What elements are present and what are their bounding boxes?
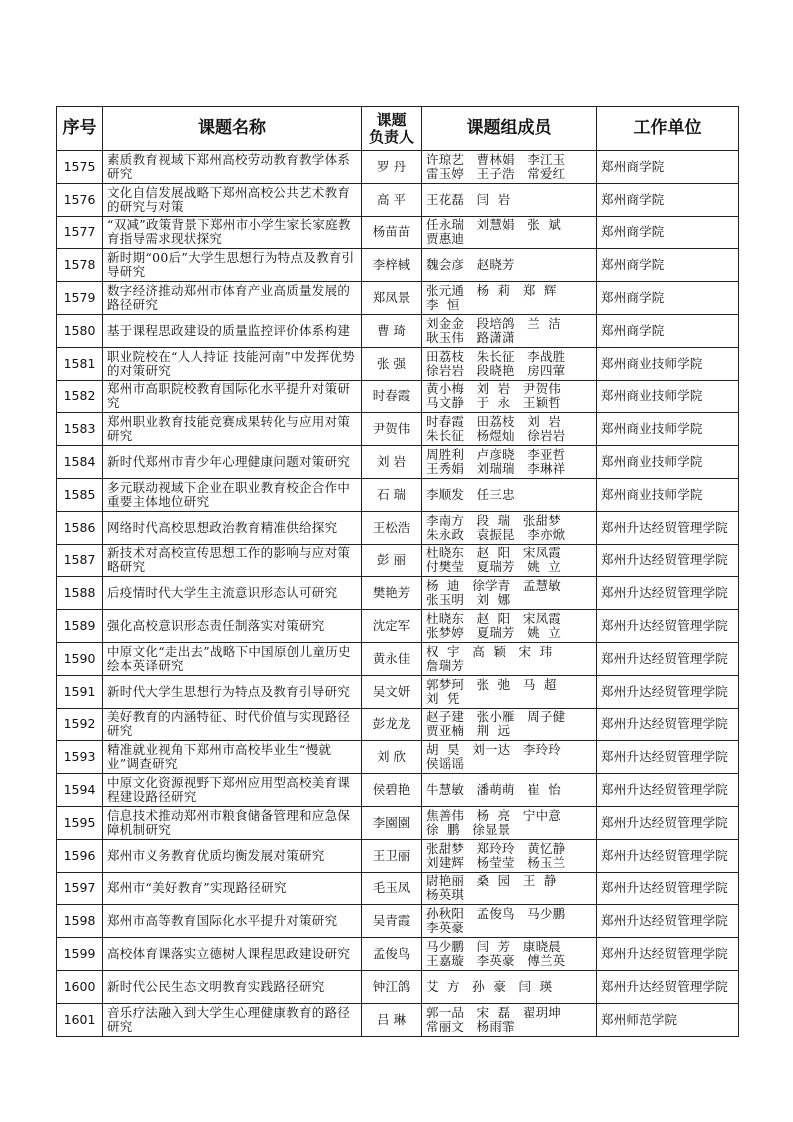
members-cell: 焦善伟 杨 亮 宁中意 徐 鹏 徐显景: [422, 806, 597, 839]
leader-cell: 彭龙龙: [362, 708, 422, 741]
seq-cell: 1593: [57, 741, 103, 774]
table-row: [57, 970, 739, 1003]
table-row: [57, 741, 739, 774]
project-title-cell: 高校体育课落实立德树人课程思政建设研究: [103, 938, 362, 971]
leader-cell: 高 平: [362, 183, 422, 216]
members-cell: 许琼艺 曹林娟 李江玉 雷玉婷 王子浩 常爱红: [422, 151, 597, 184]
leader-cell: 石 瑞: [362, 478, 422, 511]
seq-cell: 1578: [57, 249, 103, 282]
project-title-cell: 数字经济推动郑州市体育产业高质量发展的路径研究: [103, 282, 362, 315]
project-title-cell: 文化自信发展战略下郑州高校公共艺术教育的研究与对策: [103, 183, 362, 216]
table-row: [57, 282, 739, 315]
table-row: [57, 151, 739, 184]
leader-cell: 罗 丹: [362, 151, 422, 184]
members-cell: 任永瑞 刘慧娟 张 斌 贾惠迪: [422, 216, 597, 249]
seq-cell: 1598: [57, 905, 103, 938]
table-body: [57, 151, 739, 1037]
unit-cell: 郑州升达经贸管理学院: [597, 839, 739, 872]
seq-cell: 1585: [57, 478, 103, 511]
unit-cell: 郑州商业技师学院: [597, 380, 739, 413]
table-row: [57, 577, 739, 610]
unit-cell: 郑州升达经贸管理学院: [597, 544, 739, 577]
unit-cell: 郑州商学院: [597, 314, 739, 347]
leader-cell: 王松浩: [362, 511, 422, 544]
unit-cell: 郑州升达经贸管理学院: [597, 610, 739, 643]
seq-cell: 1599: [57, 938, 103, 971]
unit-cell: 郑州商业技师学院: [597, 478, 739, 511]
leader-cell: 吕 琳: [362, 1003, 422, 1036]
seq-cell: 1597: [57, 872, 103, 905]
unit-cell: 郑州商学院: [597, 216, 739, 249]
seq-cell: 1584: [57, 446, 103, 479]
table-row: [57, 183, 739, 216]
seq-cell: 1595: [57, 806, 103, 839]
leader-cell: 孟俊鸟: [362, 938, 422, 971]
seq-cell: 1576: [57, 183, 103, 216]
unit-cell: 郑州商学院: [597, 282, 739, 315]
project-title-cell: 基于课程思政建设的质量监控评价体系构建: [103, 314, 362, 347]
leader-cell: 李梓棫: [362, 249, 422, 282]
table-row: [57, 708, 739, 741]
members-cell: 郭一品 宋 磊 翟玥坤 常丽文 杨雨霏: [422, 1003, 597, 1036]
members-cell: 马少鹏 闫 芳 康晓晨 王嘉璇 李英豪 傅兰英: [422, 938, 597, 971]
table-row: [57, 1003, 739, 1036]
project-title-cell: 郑州市高等教育国际化水平提升对策研究: [103, 905, 362, 938]
seq-cell: 1583: [57, 413, 103, 446]
table-row: [57, 675, 739, 708]
seq-cell: 1580: [57, 314, 103, 347]
table-row: [57, 249, 739, 282]
project-title-cell: 素质教育视域下郑州高校劳动教育教学体系研究: [103, 151, 362, 184]
project-title-cell: “双减”政策背景下郑州市小学生家长家庭教育指导需求现状探究: [103, 216, 362, 249]
project-title-cell: 新技术对高校宣传思想工作的影响与应对策略研究: [103, 544, 362, 577]
seq-cell: 1589: [57, 610, 103, 643]
table-row: [57, 446, 739, 479]
seq-cell: 1575: [57, 151, 103, 184]
leader-cell: 吴青霞: [362, 905, 422, 938]
unit-cell: 郑州商业技师学院: [597, 413, 739, 446]
table-row: [57, 347, 739, 380]
members-cell: 刘金金 段培鸽 兰 洁 耿玉伟 路潇潇: [422, 314, 597, 347]
table-row: [57, 806, 739, 839]
header-seq: 序号: [57, 107, 103, 151]
leader-cell: 时春霞: [362, 380, 422, 413]
seq-cell: 1582: [57, 380, 103, 413]
seq-cell: 1600: [57, 970, 103, 1003]
table-row: [57, 511, 739, 544]
members-cell: 胡 昊 刘一达 李玲玲 侯谣谣: [422, 741, 597, 774]
seq-cell: 1588: [57, 577, 103, 610]
project-title-cell: 郑州市“美好教育”实现路径研究: [103, 872, 362, 905]
project-title-cell: 新时代大学生思想行为特点及教育引导研究: [103, 675, 362, 708]
table-row: [57, 872, 739, 905]
members-cell: 杜晓东 赵 阳 宋凤霞 付樊莹 夏瑞芳 姚 立: [422, 544, 597, 577]
project-title-cell: 音乐疗法融入到大学生心理健康教育的路径研究: [103, 1003, 362, 1036]
leader-cell: 曹 琦: [362, 314, 422, 347]
unit-cell: 郑州升达经贸管理学院: [597, 970, 739, 1003]
members-cell: 李顺发 任三忠: [422, 478, 597, 511]
project-title-cell: 中原文化资源视野下郑州应用型高校美育课程建设路径研究: [103, 774, 362, 807]
members-cell: 尉艳丽 桑 园 王 静 杨英琪: [422, 872, 597, 905]
unit-cell: 郑州商学院: [597, 249, 739, 282]
members-cell: 杨 迪 徐学青 孟慧敏 张玉明 刘 娜: [422, 577, 597, 610]
project-title-cell: 强化高校意识形态责任制落实对策研究: [103, 610, 362, 643]
seq-cell: 1581: [57, 347, 103, 380]
table-row: [57, 216, 739, 249]
leader-cell: 黄永佳: [362, 642, 422, 675]
project-title-cell: 信息技术推动郑州市粮食储备管理和应急保障机制研究: [103, 806, 362, 839]
unit-cell: 郑州升达经贸管理学院: [597, 675, 739, 708]
unit-cell: 郑州商学院: [597, 151, 739, 184]
unit-cell: 郑州升达经贸管理学院: [597, 708, 739, 741]
seq-cell: 1590: [57, 642, 103, 675]
leader-cell: 刘 岩: [362, 446, 422, 479]
leader-cell: 樊艳芳: [362, 577, 422, 610]
members-cell: 张元通 杨 莉 郑 辉 李 恒: [422, 282, 597, 315]
table-row: [57, 314, 739, 347]
seq-cell: 1596: [57, 839, 103, 872]
seq-cell: 1601: [57, 1003, 103, 1036]
members-cell: 赵子建 张小雁 周子健 贾亚楠 荆 远: [422, 708, 597, 741]
unit-cell: 郑州商业技师学院: [597, 446, 739, 479]
members-cell: 时春霞 田荔枝 刘 岩 朱长征 杨煜灿 徐岩岩: [422, 413, 597, 446]
leader-cell: 杨苗苗: [362, 216, 422, 249]
seq-cell: 1579: [57, 282, 103, 315]
members-cell: 张甜梦 郑玲玲 黄忆静 刘建辉 杨莹莹 杨玉兰: [422, 839, 597, 872]
header-leader: 课题 负责人: [362, 107, 422, 151]
leader-cell: 毛玉凤: [362, 872, 422, 905]
project-title-cell: 中原文化“走出去”战略下中国原创儿童历史绘本英译研究: [103, 642, 362, 675]
seq-cell: 1577: [57, 216, 103, 249]
header-title: 课题名称: [103, 107, 362, 151]
leader-cell: 沈定军: [362, 610, 422, 643]
members-cell: 魏会彦 赵晓芳: [422, 249, 597, 282]
members-cell: 孙秋阳 孟俊鸟 马少鹏 李英豪: [422, 905, 597, 938]
leader-cell: 王卫丽: [362, 839, 422, 872]
unit-cell: 郑州商业技师学院: [597, 347, 739, 380]
members-cell: 郭梦珂 张 弛 马 超 刘 凭: [422, 675, 597, 708]
seq-cell: 1592: [57, 708, 103, 741]
project-title-cell: 新时期“00后”大学生思想行为特点及教育引导研究: [103, 249, 362, 282]
leader-cell: 吴文妍: [362, 675, 422, 708]
table-row: [57, 642, 739, 675]
project-title-cell: 郑州市义务教育优质均衡发展对策研究: [103, 839, 362, 872]
unit-cell: 郑州升达经贸管理学院: [597, 905, 739, 938]
table-row: [57, 774, 739, 807]
members-cell: 黄小梅 刘 岩 尹贺伟 马文静 于 永 王颖哲: [422, 380, 597, 413]
unit-cell: 郑州升达经贸管理学院: [597, 511, 739, 544]
leader-cell: 侯碧艳: [362, 774, 422, 807]
seq-cell: 1594: [57, 774, 103, 807]
members-cell: 艾 方 孙 豪 闫 瑛: [422, 970, 597, 1003]
leader-cell: 彭 丽: [362, 544, 422, 577]
project-title-cell: 郑州市高职院校教育国际化水平提升对策研究: [103, 380, 362, 413]
seq-cell: 1586: [57, 511, 103, 544]
members-cell: 王花磊 闫 岩: [422, 183, 597, 216]
table-row: [57, 380, 739, 413]
table-header-row: [57, 107, 739, 151]
table-row: [57, 544, 739, 577]
table-row: [57, 478, 739, 511]
table-row: [57, 938, 739, 971]
leader-cell: 刘 欣: [362, 741, 422, 774]
leader-cell: 李園園: [362, 806, 422, 839]
unit-cell: 郑州升达经贸管理学院: [597, 577, 739, 610]
project-title-cell: 美好教育的内涵特征、时代价值与实现路径研究: [103, 708, 362, 741]
unit-cell: 郑州升达经贸管理学院: [597, 806, 739, 839]
leader-cell: 钟江鸽: [362, 970, 422, 1003]
table-row: [57, 610, 739, 643]
seq-cell: 1591: [57, 675, 103, 708]
unit-cell: 郑州升达经贸管理学院: [597, 741, 739, 774]
project-title-cell: 新时代郑州市青少年心理健康问题对策研究: [103, 446, 362, 479]
header-unit: 工作单位: [597, 107, 739, 151]
unit-cell: 郑州升达经贸管理学院: [597, 642, 739, 675]
project-title-cell: 精准就业视角下郑州市高校毕业生“慢就业”调查研究: [103, 741, 362, 774]
header-members: 课题组成员: [422, 107, 597, 151]
unit-cell: 郑州升达经贸管理学院: [597, 938, 739, 971]
table-row: [57, 839, 739, 872]
members-cell: 牛慧敏 潘萌萌 崔 怡: [422, 774, 597, 807]
leader-cell: 尹贺伟: [362, 413, 422, 446]
unit-cell: 郑州师范学院: [597, 1003, 739, 1036]
members-cell: 杜晓东 赵 阳 宋凤霞 张梦婷 夏瑞芳 姚 立: [422, 610, 597, 643]
table-row: [57, 413, 739, 446]
unit-cell: 郑州商学院: [597, 183, 739, 216]
members-cell: 周胜利 卢彦晓 李亚哲 王秀娟 刘瑞瑞 李琳祥: [422, 446, 597, 479]
leader-cell: 郑凤景: [362, 282, 422, 315]
members-cell: 权 宇 高 颖 宋 玮 詹瑞芳: [422, 642, 597, 675]
members-cell: 李南方 段 瑞 张甜梦 朱永政 袁振昆 李亦焮: [422, 511, 597, 544]
leader-cell: 张 强: [362, 347, 422, 380]
project-title-cell: 新时代公民生态文明教育实践路径研究: [103, 970, 362, 1003]
project-table: [56, 106, 739, 1037]
project-title-cell: 多元联动视域下企业在职业教育校企合作中重要主体地位研究: [103, 478, 362, 511]
project-title-cell: 后疫情时代大学生主流意识形态认可研究: [103, 577, 362, 610]
unit-cell: 郑州升达经贸管理学院: [597, 872, 739, 905]
project-title-cell: 网络时代高校思想政治教育精准供给探究: [103, 511, 362, 544]
unit-cell: 郑州升达经贸管理学院: [597, 774, 739, 807]
project-title-cell: 职业院校在“人人持证 技能河南”中发挥优势的对策研究: [103, 347, 362, 380]
seq-cell: 1587: [57, 544, 103, 577]
members-cell: 田荔枝 朱长征 李战胜 徐岩岩 段晓艳 房四葷: [422, 347, 597, 380]
table-row: [57, 905, 739, 938]
project-title-cell: 郑州职业教育技能竞赛成果转化与应用对策研究: [103, 413, 362, 446]
